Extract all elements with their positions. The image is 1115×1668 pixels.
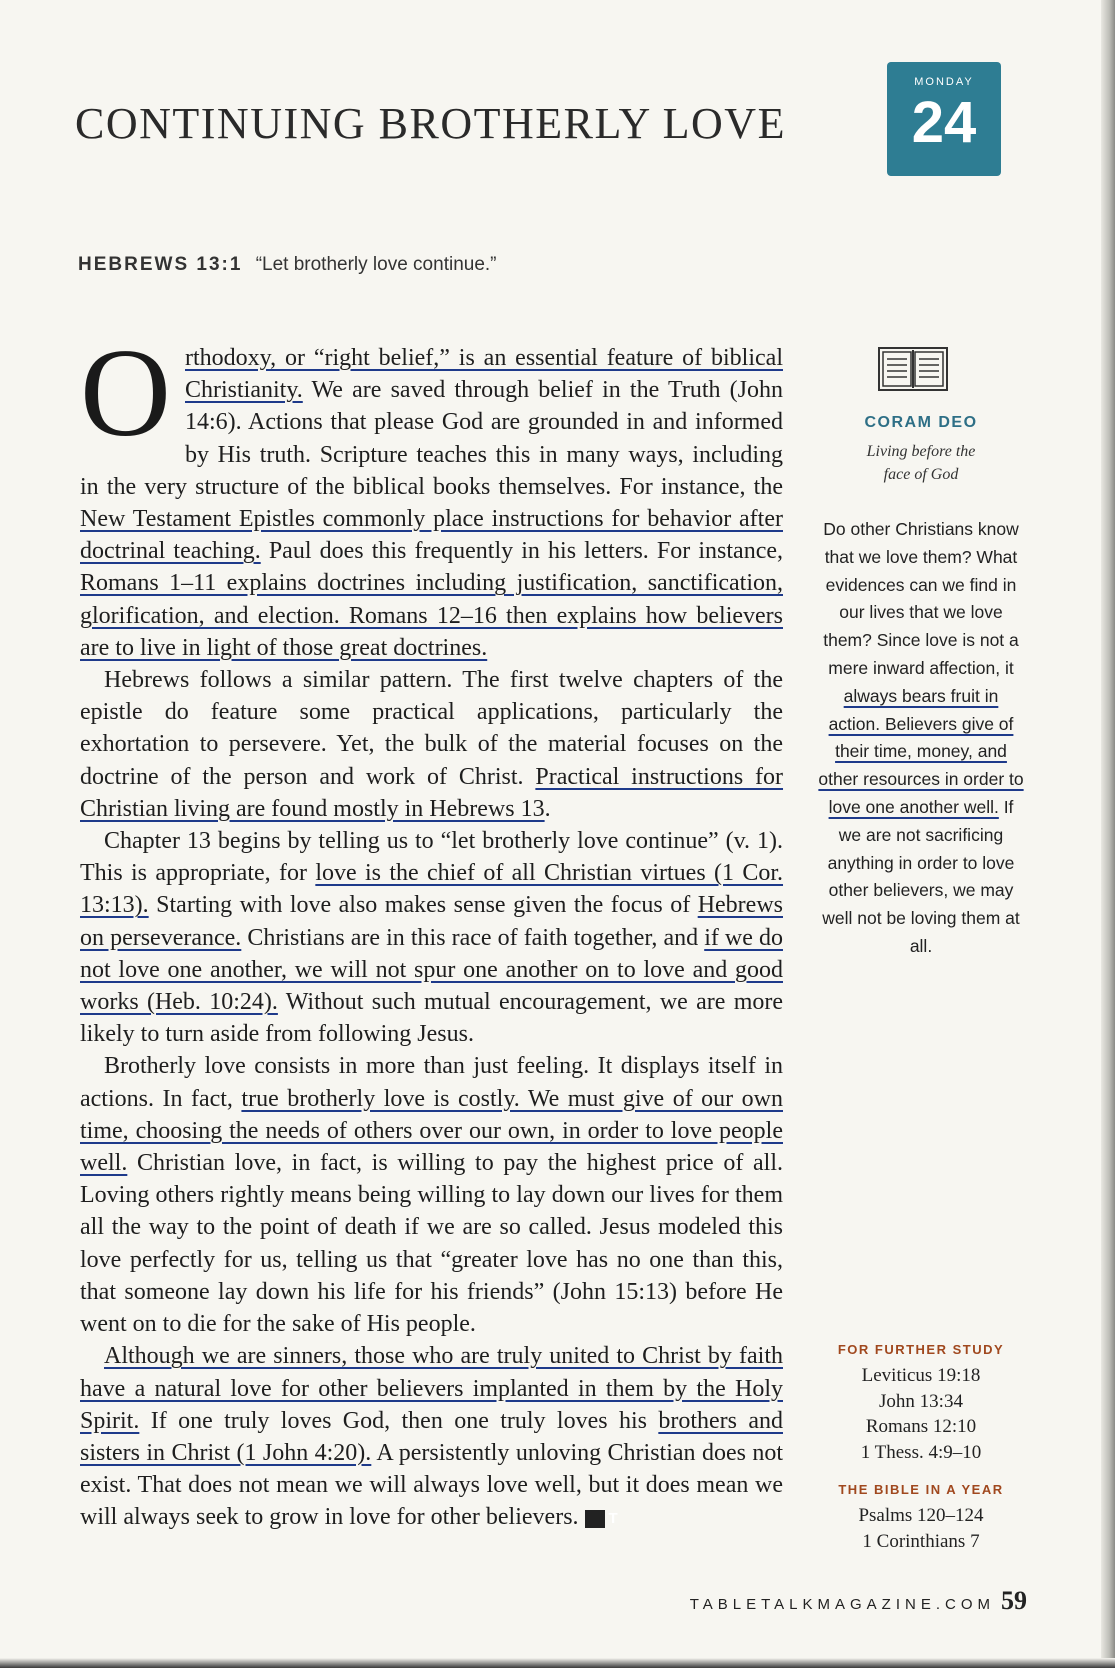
text-run: Brotherly love consists in more than just feeling. It displays itself in actions. In fact, [80,1053,783,1112]
paragraph-1 [80,324,784,664]
text-run: Christian love, in fact, is willing to pay the highest price of all. Loving others rightly means being willing to lay down our lives for them all the way to the point of death if we are so called. Jesus modeled this love perfectly for us, telling us that “greater love has no one than this, that someone lay down his life for his friends” (John 15:13) before He went on to die for the sake of His people. [80,1150,783,1338]
further-study-ref: Leviticus 19:18 [861,1365,981,1386]
text-run: Without such mutual encouragement, we are more likely to turn aside from following Jesus. [80,989,784,1048]
underlined-text: if we do not love one another, we will not spur one another on to love and good works (Heb. 10:24). [80,924,783,1016]
text-run: Starting with love also makes sense given the focus of [148,892,698,919]
paragraph-3 [80,825,783,1050]
text-run: Paul does this frequently in his letters. For instance, [260,538,784,565]
page-edge [1101,0,1115,1668]
scripture-quote: “Let brotherly love continue.” [255,254,497,275]
further-study-ref: 1 Thess. 4:9–10 [860,1441,982,1463]
further-study-section [820,1342,1022,1465]
underlined-text: love is the chief of all Christian virtues (1 Cor. 13:13). [80,860,784,919]
underlined-text: always bears fruit in action. Believers give of their time, money, and other resources in order to love one another well. [818,685,1024,817]
paragraph-5 [80,1340,783,1533]
page-title: CONTINUING BROTHERLY LOVE [75,99,786,148]
underlined-text: brothers and sisters in Christ (1 John 4:20). [80,1407,783,1466]
underlined-text: true brotherly love is costly. We must give of our own time, choosing the needs of others over our own, in order to love people well. [80,1085,783,1177]
tabletalk-logo-icon: T [585,1510,605,1528]
page-number: 59 [1001,1586,1027,1615]
underlined-text: Hebrews on perseverance. [80,892,783,951]
text-run: Hebrews follows a similar pattern. The first twelve chapters of the epistle do feature some practical applications, particularly the exhortation to persevere. Yet, the bulk of the material focuses on the doctrine of the person and work of Christ. [80,667,783,790]
text-run: We are saved through belief in the Truth (John 14:6). Actions that please God are grounded in and informed by His truth. Scripture teaches this in many ways, including in the very structure of the biblical books themselves. For instance, the [80,377,783,500]
bible-in-a-year-ref: Psalms 120–124 [858,1505,984,1526]
underlined-text: Practical instructions for Christian living are found mostly in Hebrews 13 [80,763,784,822]
text-run: Christians are in this race of faith together, and [241,924,705,951]
coram-deo-text [818,516,1024,961]
coram-deo-section [820,414,1022,486]
drop-cap: O [80,324,171,463]
further-study-heading: FOR FURTHER STUDY [837,1342,1005,1357]
bible-in-a-year-section [820,1482,1022,1554]
date-weekday: MONDAY [914,76,974,88]
underlined-text: New Testament Epistles commonly place instructions for behavior after doctrinal teaching. [80,506,783,565]
article-body [80,324,784,1534]
underlined-text: rthodoxy, or “right belief,” is an essential feature of biblical Christianity. [185,345,783,404]
further-study-ref: John 13:34 [879,1390,963,1412]
bible-in-a-year-ref: 1 Corinthians 7 [862,1530,980,1552]
text-run: If we are not sacrificing anything in order to love other believers, we may well not be loving them at all. [822,796,1020,956]
scripture-reference: HEBREWS 13:1 [78,254,243,275]
bible-in-a-year-list [820,1503,1022,1554]
coram-deo-subtitle-line-2: face of God [883,466,959,483]
text-run: If one truly loves God, then one truly loves his [139,1407,659,1434]
underlined-text: Although we are sinners, those who are truly united to Christ by faith have a natural love for other believers implanted in them by the Holy Spirit. [80,1343,783,1434]
paragraph-4 [80,1050,783,1340]
further-study-list [820,1363,1022,1465]
text-run: A persistently unloving Christian does not exist. That does not mean we will always love well, but it does mean we will always seek to grow in love for other believers. [80,1439,783,1531]
further-study-ref: Romans 12:10 [865,1416,977,1437]
scripture-verse [78,254,497,276]
paragraph-1-text [80,324,784,661]
bible-in-a-year-heading: THE BIBLE IN A YEAR [838,1482,1004,1497]
bottom-edge [0,1658,1115,1668]
paragraph-2 [80,664,783,825]
text-run: Chapter 13 begins by telling us to “let brotherly love continue” (v. 1). This is appropriate, for [80,828,783,887]
coram-deo-subtitle-line-1: Living before the [866,443,976,460]
date-badge [887,62,1001,176]
text-run: . [544,795,551,822]
date-number: 24 [911,90,977,155]
underlined-text: Romans 1–11 explains doctrines including justification, sanctification, glorification, and election. Romans 12–16 then explains how believers are to live in light of those great doctrines. [80,570,783,661]
paragraph-5-text [80,1343,783,1530]
coram-deo-heading: CORAM DEO [864,414,978,431]
footer-site-name: TABLETALKMAGAZINE.COM [689,1596,995,1613]
page-footer [690,1586,1027,1616]
text-run: Do other Christians know that we love them? What evidences can we find in our lives that we love them? Since love is not a mere inward affection, it [823,519,1019,678]
coram-deo-subtitle [820,440,1022,486]
open-book-icon [877,346,949,392]
